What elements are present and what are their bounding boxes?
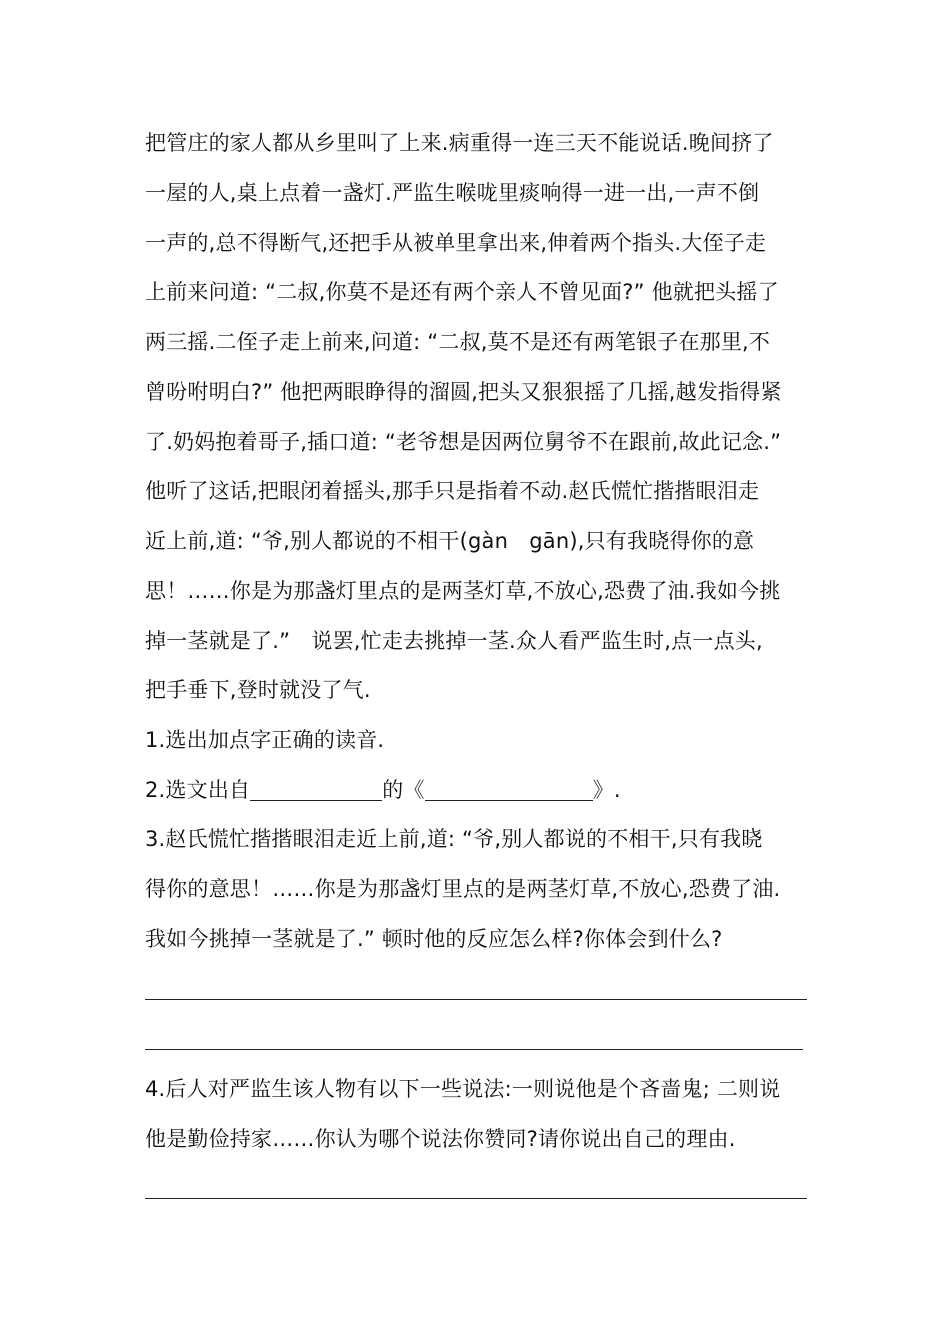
passage-line: 近上前,道: “爷,别人都说的不相干(gàn gān),只有我晓得你的意: [145, 529, 755, 553]
question-2: [145, 776, 810, 804]
passage-line: 掉一茎就是了.” 说罢,忙走去挑掉一茎.众人看严监生时,点一点头,: [145, 629, 763, 653]
question-1: 1.选出加点字正确的读音.: [145, 728, 385, 752]
question-4-line: 4.后人对严监生该人物有以下一些说法:一则说他是个吝啬鬼; 二则说: [145, 1077, 781, 1101]
book-title-blank[interactable]: [425, 778, 593, 801]
question-3-line: 得你的意思！……你是为那盏灯里点的是两茎灯草,不放心,恐费了油.: [145, 877, 781, 901]
passage-line: 了.奶妈抱着哥子,插口道: “老爷想是因两位舅爷不在跟前,故此记念.”: [145, 430, 782, 454]
passage-line: 一屋的人,桌上点着一盏灯.严监生喉咙里痰响得一进一出,一声不倒: [145, 181, 760, 205]
passage-line: 把管庄的家人都从乡里叫了上来.病重得一连三天不能说话.晚间挤了: [145, 131, 774, 155]
answer-line-q4[interactable]: [145, 1198, 807, 1199]
passage-line: 上前来问道: “二叔,你莫不是还有两个亲人不曾见面?” 他就把头摇了: [145, 280, 779, 304]
question-4-line: 他是勤俭持家……你认为哪个说法你赞同?请你说出自己的理由.: [145, 1127, 736, 1151]
question-3-line: 3.赵氏慌忙揩揩眼泪走近上前,道: “爷,别人都说的不相干,只有我晓: [145, 827, 763, 851]
answer-line-q3-2[interactable]: [145, 1049, 803, 1050]
question-3-line: 我如今挑掉一茎就是了.” 顿时他的反应怎么样?你体会到什么?: [145, 927, 723, 951]
passage-line: 思！……你是为那盏灯里点的是两茎灯草,不放心,恐费了油.我如今挑: [145, 579, 781, 603]
question-2-prefix: 2.选文出自: [145, 778, 251, 802]
passage-line: 一声的,总不得断气,还把手从被单里拿出来,伸着两个指头.大侄子走: [145, 231, 767, 255]
question-2-suffix: 》.: [592, 778, 621, 802]
question-2-middle: 的《: [382, 778, 425, 802]
passage-line: 曾吩咐明白?” 他把两眼睁得的溜圆,把头又狠狠摇了几摇,越发指得紧: [145, 380, 782, 404]
passage-line: 两三摇.二侄子走上前来,问道: “二叔,莫不是还有两笔银子在那里,不: [145, 330, 771, 354]
passage-line: 把手垂下,登时就没了气.: [145, 678, 371, 702]
author-blank[interactable]: [250, 778, 382, 801]
answer-line-q3-1[interactable]: [145, 999, 807, 1000]
passage-line: 他听了这话,把眼闭着摇头,那手只是指着不动.赵氏慌忙揩揩眼泪走: [145, 479, 760, 503]
